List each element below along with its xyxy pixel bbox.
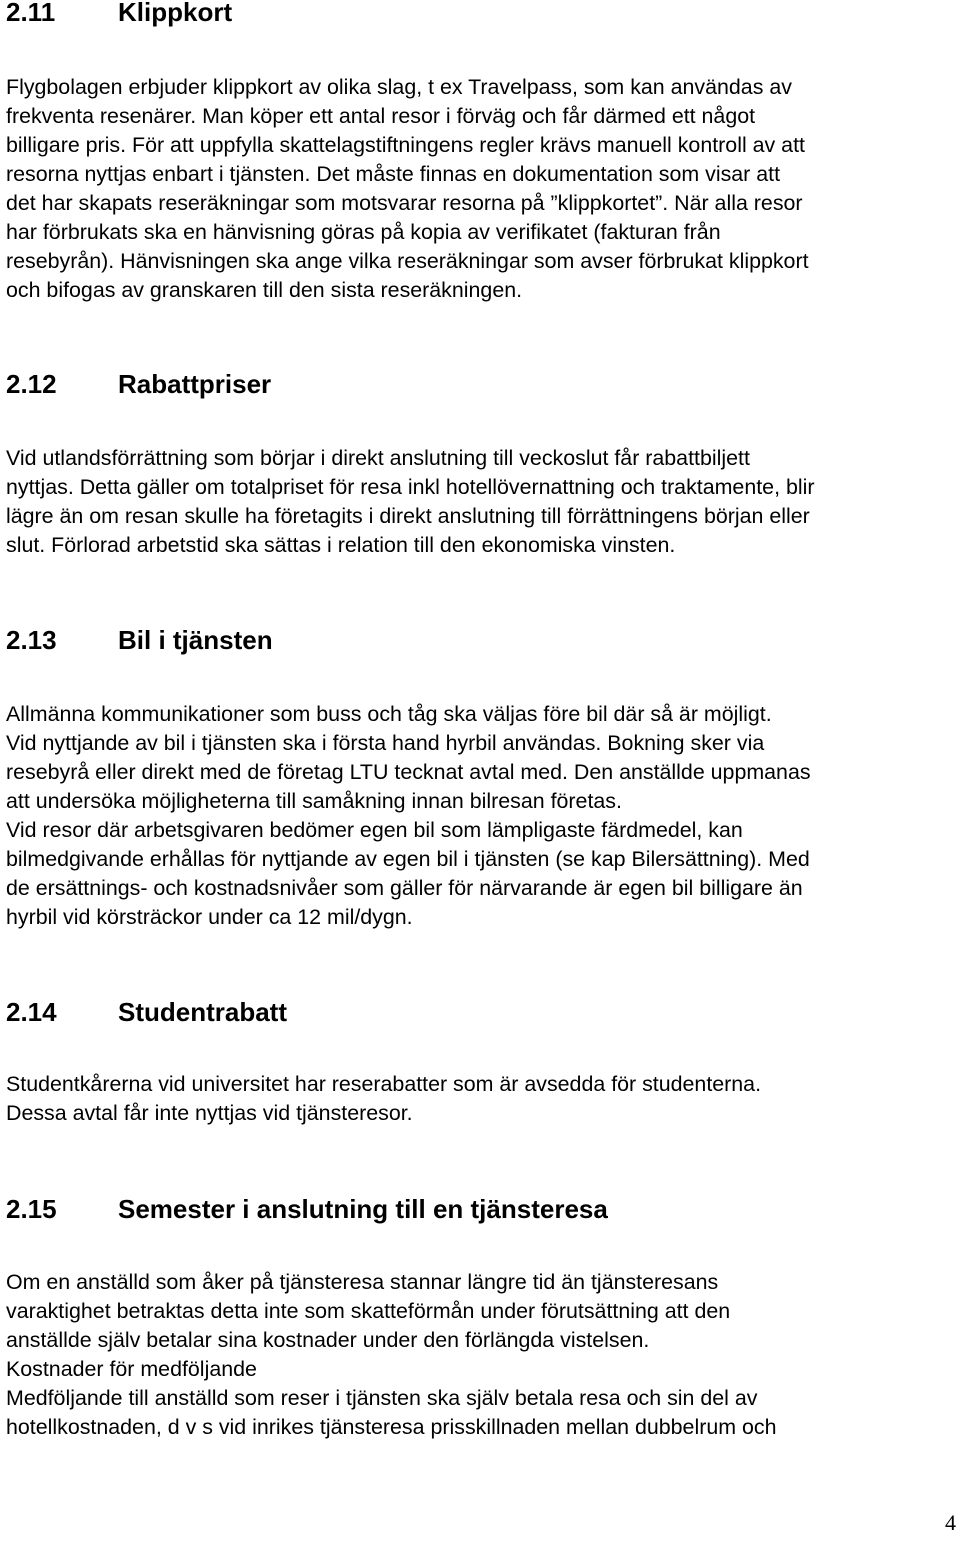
text-line: frekventa resenärer. Man köper ett antal resor i förväg och får därmed ett något xyxy=(6,104,756,128)
section-number: 2.13 xyxy=(6,625,57,655)
text-line: Kostnader för medföljande xyxy=(6,1357,257,1381)
text-line: slut. Förlorad arbetstid ska sättas i relation till den ekonomiska vinsten. xyxy=(6,533,676,557)
section-heading-2-11 xyxy=(6,0,232,27)
section-heading-2-12 xyxy=(6,369,271,399)
text-line: Allmänna kommunikationer som buss och tåg ska väljas före bil där så är möjligt. xyxy=(6,702,772,726)
text-line: bilmedgivande erhållas för nyttjande av egen bil i tjänsten (se kap Bilersättning). Med xyxy=(6,847,810,871)
section-body-2-15 xyxy=(6,1268,960,1442)
text-line: har förbrukats ska en hänvisning göras på kopia av verifikatet (fakturan från xyxy=(6,220,721,244)
text-line: Om en anställd som åker på tjänsteresa stannar längre tid än tjänsteresans xyxy=(6,1270,719,1294)
text-line: Medföljande till anställd som reser i tjänsten ska själv betala resa och sin del av xyxy=(6,1386,758,1410)
page-number: 4 xyxy=(945,1510,956,1535)
text-line: och bifogas av granskaren till den sista reseräkningen. xyxy=(6,278,523,302)
section-heading-2-15 xyxy=(6,1194,608,1224)
text-line: Dessa avtal får inte nyttjas vid tjänsteresor. xyxy=(6,1101,413,1125)
section-number: 2.11 xyxy=(6,0,56,27)
text-line: det har skapats reseräkningar som motsvarar resorna på ”klippkortet”. När alla resor xyxy=(6,191,803,215)
text-line: Vid nyttjande av bil i tjänsten ska i första hand hyrbil användas. Bokning sker via xyxy=(6,731,765,755)
text-line: resebyrån). Hänvisningen ska ange vilka reseräkningar som avser förbrukat klippkort xyxy=(6,249,809,273)
text-line: varaktighet betraktas detta inte som skatteförmån under förutsättning att den xyxy=(6,1299,731,1323)
text-line: de ersättnings- och kostnadsnivåer som gäller för närvarande är egen bil billigare än xyxy=(6,876,803,900)
text-line: Vid utlandsförrättning som börjar i direkt anslutning till veckoslut får rabattbiljett xyxy=(6,446,750,470)
section-title: Bil i tjänsten xyxy=(118,625,273,655)
section-body-2-11 xyxy=(6,73,960,305)
section-title: Rabattpriser xyxy=(118,369,272,399)
text-line: anställde själv betalar sina kostnader under den förlängda vistelsen. xyxy=(6,1328,650,1352)
section-title: Studentrabatt xyxy=(118,997,287,1027)
section-number: 2.12 xyxy=(6,369,57,399)
text-line: nyttjas. Detta gäller om totalpriset för resa inkl hotellövernattning och traktamente, blir xyxy=(6,475,815,499)
section-heading-2-13 xyxy=(6,625,273,655)
text-line: Flygbolagen erbjuder klippkort av olika slag, t ex Travelpass, som kan användas av xyxy=(6,75,792,99)
text-line: hotellkostnaden, d v s vid inrikes tjänsteresa prisskillnaden mellan dubbelrum och xyxy=(6,1415,777,1439)
section-body-2-12 xyxy=(6,444,960,560)
text-line: billigare pris. För att uppfylla skattelagstiftningens regler krävs manuell kontroll av att xyxy=(6,133,805,157)
section-body-2-14 xyxy=(6,1070,960,1128)
section-title: Semester i anslutning till en tjänsteresa xyxy=(118,1194,608,1224)
text-line: Studentkårerna vid universitet har reserabatter som är avsedda för studenterna. xyxy=(6,1072,762,1096)
text-line: lägre än om resan skulle ha företagits i direkt anslutning till förrättningens början eller xyxy=(6,504,810,528)
section-title: Klippkort xyxy=(118,0,233,27)
text-line: att undersöka möjligheterna till samåkning innan bilresan företas. xyxy=(6,789,622,813)
text-line: Vid resor där arbetsgivaren bedömer egen bil som lämpligaste färdmedel, kan xyxy=(6,818,743,842)
text-line: resorna nyttjas enbart i tjänsten. Det måste finnas en dokumentation som visar att xyxy=(6,162,781,186)
section-heading-2-14 xyxy=(6,997,287,1027)
text-line: resebyrå eller direkt med de företag LTU tecknat avtal med. Den anställde uppmanas xyxy=(6,760,811,784)
text-line: hyrbil vid körsträckor under ca 12 mil/dygn. xyxy=(6,905,413,929)
section-number: 2.14 xyxy=(6,997,57,1027)
section-body-2-13 xyxy=(6,700,960,932)
section-number: 2.15 xyxy=(6,1194,57,1224)
